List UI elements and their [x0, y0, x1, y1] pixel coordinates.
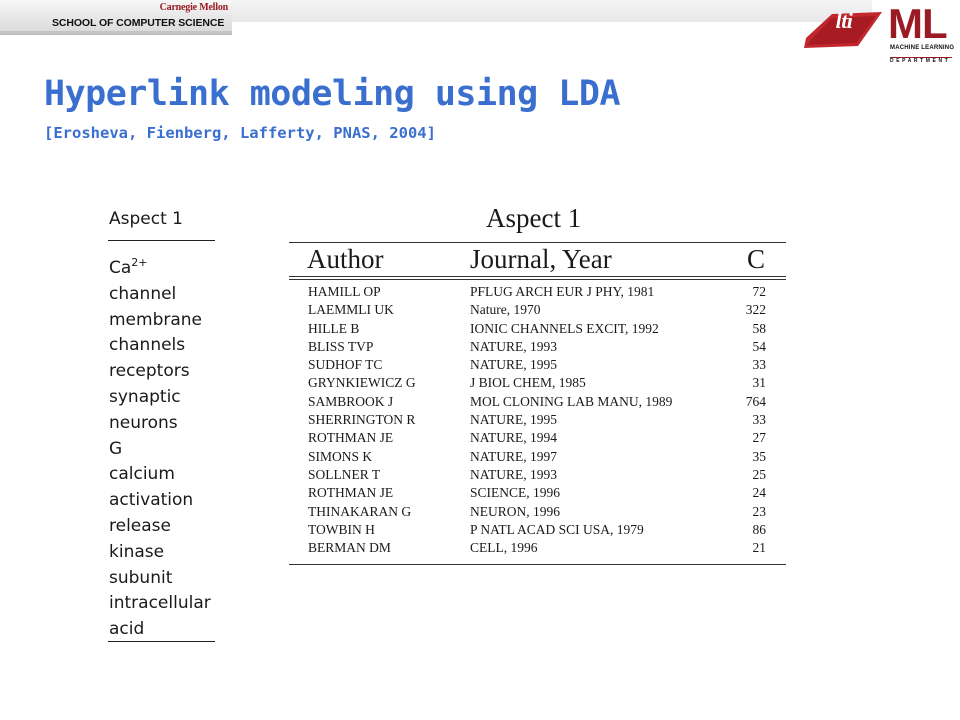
cell-count: 27 — [752, 430, 766, 446]
header-bar — [232, 0, 872, 22]
cell-count: 21 — [752, 540, 766, 556]
cell-journal: NEURON, 1996 — [470, 503, 560, 519]
cell-author: BERMAN DM — [308, 540, 391, 556]
university-name: Carnegie Mellon — [159, 2, 228, 13]
word-list-item: intracellular — [109, 593, 211, 614]
table-bottom-rule — [289, 564, 786, 565]
table-row — [289, 448, 786, 466]
cell-count: 86 — [752, 521, 766, 537]
word-list-heading: Aspect 1 — [109, 209, 183, 229]
cell-count: 24 — [752, 485, 766, 501]
word-list-item: acid — [109, 619, 145, 640]
table-row — [289, 374, 786, 392]
word-list-item: subunit — [109, 567, 173, 588]
table-row — [289, 484, 786, 502]
cell-journal: SCIENCE, 1996 — [470, 485, 561, 501]
word-list-item: neurons — [109, 412, 178, 433]
word-list-item: kinase — [109, 541, 165, 562]
cell-count: 25 — [752, 466, 766, 482]
cell-author: SAMBROOK J — [308, 393, 394, 409]
table-row — [289, 539, 786, 557]
school-name: SCHOOL OF COMPUTER SCIENCE — [52, 17, 225, 29]
word-list — [109, 250, 211, 643]
table-body — [289, 283, 786, 557]
word-ca-superscript: 2+ — [131, 256, 148, 269]
word-list-item: receptors — [109, 361, 190, 382]
ml-logo-department: DEPARTMENT — [890, 58, 951, 64]
cell-journal: NATURE, 1995 — [470, 412, 557, 428]
column-header-count: C — [747, 244, 766, 274]
cell-journal: MOL CLONING LAB MANU, 1989 — [470, 393, 673, 409]
table-row — [289, 356, 786, 374]
cell-journal: NATURE, 1994 — [470, 430, 557, 446]
cell-journal: NATURE, 1995 — [470, 357, 557, 373]
cell-author: ROTHMAN JE — [308, 485, 394, 501]
table-header-rule-double — [289, 279, 786, 280]
ml-logo-subtitle: MACHINE LEARNING — [890, 45, 955, 51]
cell-author: LAEMMLI UK — [308, 302, 394, 318]
table-row — [289, 411, 786, 429]
cell-author: SHERRINGTON R — [308, 412, 416, 428]
word-list-top-rule — [108, 240, 215, 241]
table-row — [289, 521, 786, 539]
word-list-item: synaptic — [109, 386, 181, 407]
cell-journal: NATURE, 1993 — [470, 338, 557, 354]
table-row — [289, 283, 786, 301]
cell-author: GRYNKIEWICZ G — [308, 375, 416, 391]
cell-count: 23 — [752, 503, 766, 519]
word-list-item: calcium — [109, 464, 175, 485]
cell-count: 33 — [752, 357, 766, 373]
cell-author: BLISS TVP — [308, 338, 374, 354]
table-row — [289, 503, 786, 521]
cell-count: 31 — [752, 375, 766, 391]
cell-count: 764 — [745, 393, 766, 409]
table-row — [289, 466, 786, 484]
cell-count: 58 — [752, 320, 766, 336]
cell-journal: NATURE, 1997 — [470, 448, 557, 464]
cell-author: THINAKARAN G — [308, 503, 412, 519]
table-row — [289, 338, 786, 356]
word-list-item: G — [109, 438, 123, 459]
slide-citation: [Erosheva, Fienberg, Lafferty, PNAS, 2004] — [44, 124, 436, 142]
table-row — [289, 320, 786, 338]
word-list-item — [109, 250, 211, 282]
cell-author: ROTHMAN JE — [308, 430, 394, 446]
cell-journal: NATURE, 1993 — [470, 466, 557, 482]
cell-author: SOLLNER T — [308, 466, 381, 482]
cell-author: SUDHOF TC — [308, 357, 383, 373]
table-row — [289, 301, 786, 319]
cell-count: 72 — [752, 284, 766, 299]
lti-logo-text: lti — [835, 8, 853, 33]
word-list-bottom-rule — [108, 641, 215, 642]
word-list-item: channels — [109, 335, 186, 356]
word-list-item: channel — [109, 283, 177, 304]
table-heading: Aspect 1 — [486, 203, 582, 233]
cell-journal: PFLUG ARCH EUR J PHY, 1981 — [470, 284, 655, 299]
cell-journal: IONIC CHANNELS EXCIT, 1992 — [470, 320, 659, 336]
cell-count: 35 — [752, 448, 766, 464]
cell-author: TOWBIN H — [308, 521, 375, 537]
ml-logo-text: ML — [888, 0, 947, 47]
cell-count: 54 — [752, 338, 766, 354]
cell-count: 33 — [752, 412, 766, 428]
cell-journal: J BIOL CHEM, 1985 — [470, 375, 586, 391]
table-row — [289, 429, 786, 447]
column-header-journal: Journal, Year — [470, 244, 612, 274]
cell-author: HILLE B — [308, 320, 360, 336]
slide-title: Hyperlink modeling using LDA — [44, 74, 621, 114]
cell-author: SIMONS K — [308, 448, 373, 464]
cell-journal: P NATL ACAD SCI USA, 1979 — [470, 521, 644, 537]
column-header-author: Author — [307, 244, 384, 274]
cell-journal: Nature, 1970 — [470, 302, 541, 318]
word-list-item: release — [109, 515, 171, 536]
cell-author: HAMILL OP — [308, 284, 381, 299]
table-header-rule — [289, 276, 786, 277]
word-list-item: membrane — [109, 309, 203, 330]
table-row — [289, 393, 786, 411]
cell-count: 322 — [745, 302, 766, 318]
cell-journal: CELL, 1996 — [470, 540, 538, 556]
word-list-item: activation — [109, 490, 194, 511]
cmu-banner — [0, 0, 232, 35]
table-top-rule — [289, 242, 786, 243]
word-ca-base: Ca — [109, 258, 132, 278]
